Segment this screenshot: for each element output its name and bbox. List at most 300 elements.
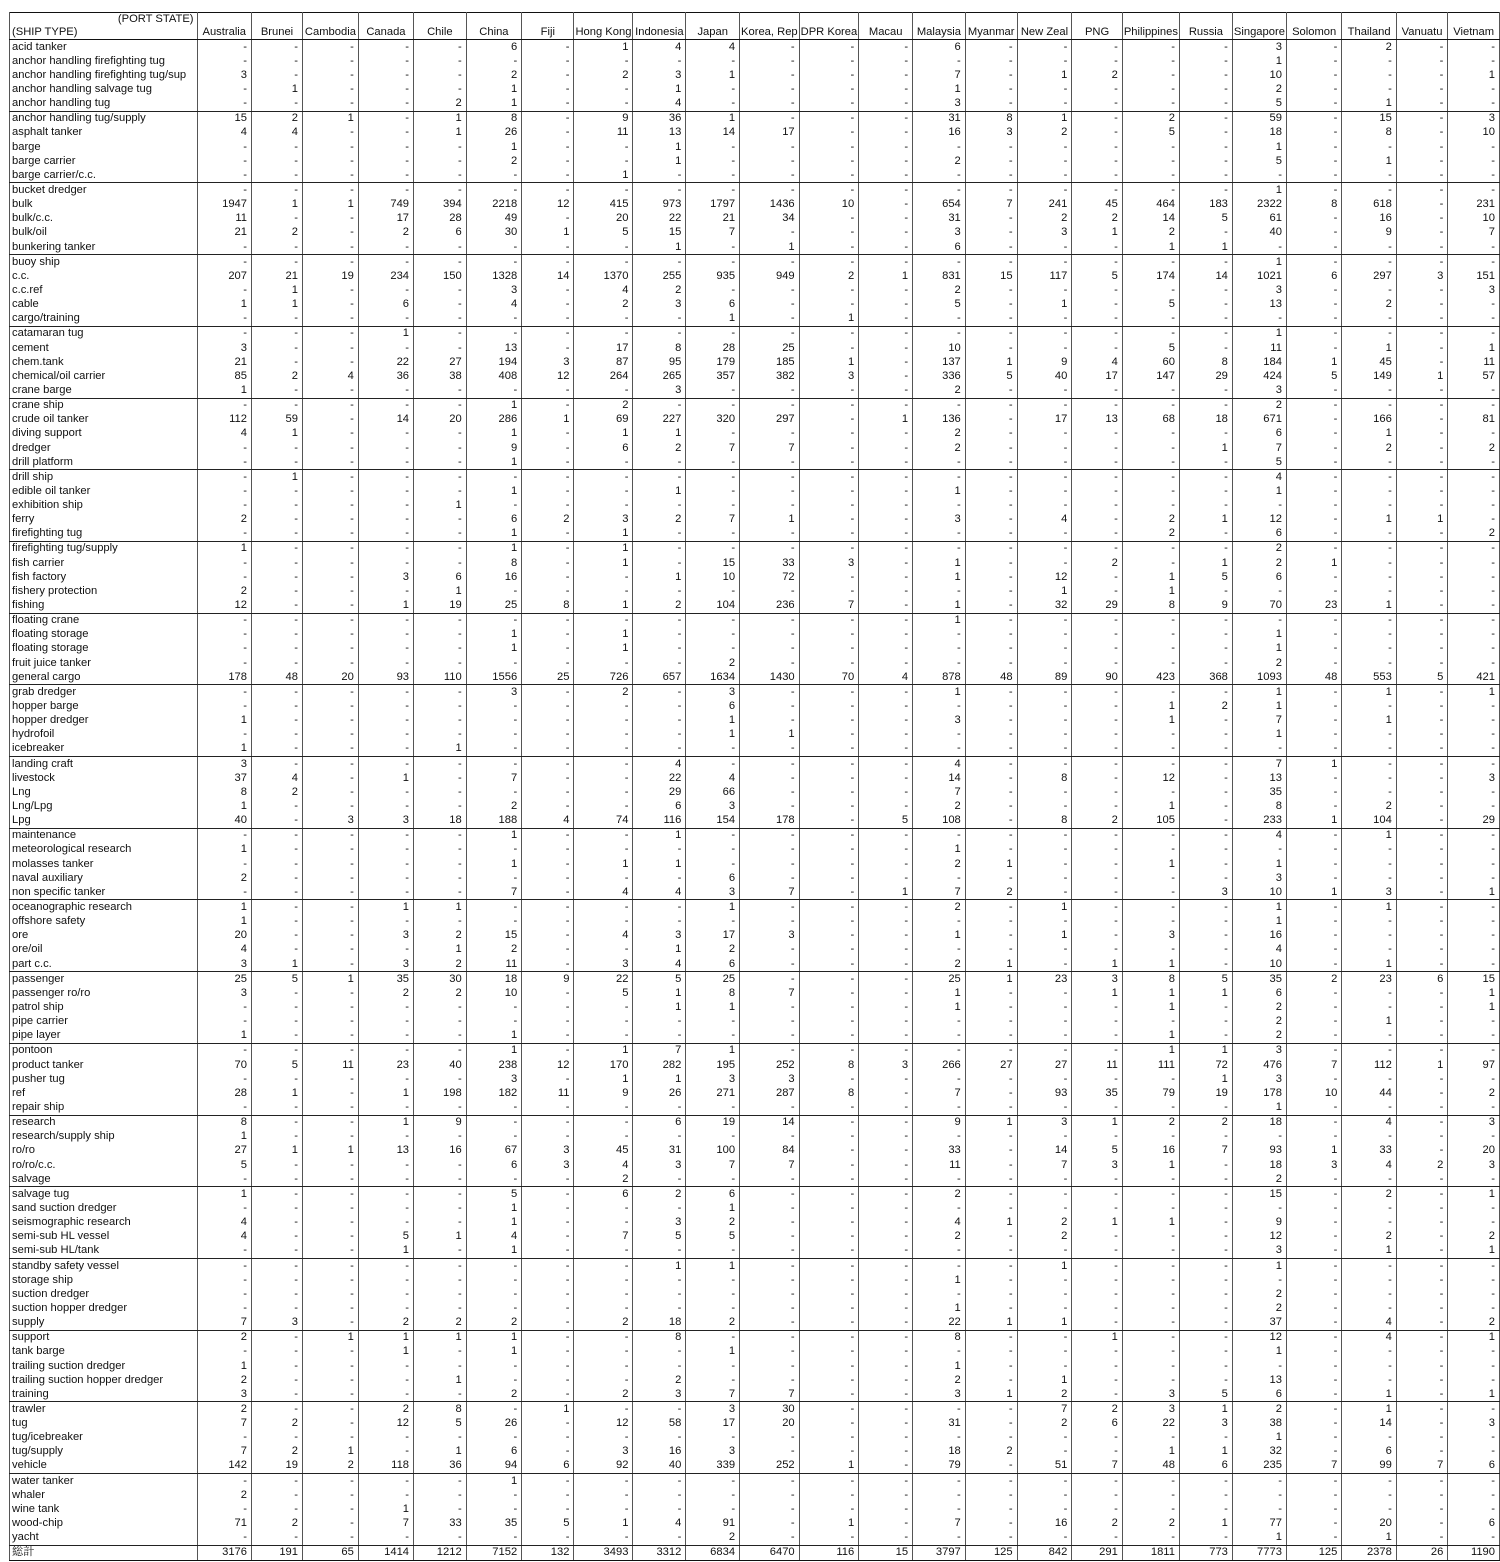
count-cell: 297: [740, 413, 800, 427]
count-cell: -: [1017, 484, 1072, 498]
count-cell: -: [859, 484, 913, 498]
count-cell: 25: [522, 670, 574, 685]
port-state-column-header: Vietnam: [1448, 13, 1500, 40]
count-cell: -: [799, 1330, 859, 1345]
table-row: [10, 383, 1500, 398]
count-cell: -: [1396, 1072, 1448, 1086]
count-cell: -: [1396, 40, 1448, 55]
count-cell: -: [799, 455, 859, 470]
count-cell: -: [633, 1301, 686, 1315]
count-cell: 7: [1232, 714, 1286, 728]
count-cell: -: [1072, 1474, 1123, 1489]
count-cell: -: [740, 541, 800, 556]
count-cell: 1: [965, 1216, 1017, 1230]
count-cell: 3: [1017, 1115, 1072, 1130]
count-cell: -: [1448, 1043, 1500, 1058]
count-cell: 3: [913, 1387, 966, 1402]
count-cell: -: [1448, 656, 1500, 670]
table-row: [10, 470, 1500, 485]
table-row: [10, 885, 1500, 900]
count-cell: 45: [574, 1144, 633, 1158]
count-cell: 14: [740, 1115, 800, 1130]
count-cell: -: [1396, 857, 1448, 871]
count-cell: 154: [686, 814, 740, 829]
table-row: [10, 1459, 1500, 1474]
table-row: [10, 943, 1500, 957]
count-cell: -: [965, 1158, 1017, 1172]
count-cell: -: [1179, 1244, 1232, 1259]
count-cell: -: [859, 40, 913, 55]
total-cell: 1414: [358, 1545, 413, 1560]
count-cell: -: [633, 1100, 686, 1115]
count-cell: -: [1448, 1015, 1500, 1029]
count-cell: 34: [740, 212, 800, 226]
count-cell: -: [1017, 1531, 1072, 1546]
count-cell: 67: [466, 1144, 522, 1158]
total-cell: 26: [1396, 1545, 1448, 1560]
count-cell: -: [522, 1330, 574, 1345]
count-cell: -: [252, 742, 303, 757]
count-cell: 2: [633, 598, 686, 613]
table-row: [10, 1216, 1500, 1230]
count-cell: -: [859, 470, 913, 485]
count-cell: -: [1072, 383, 1123, 398]
ship-type-cell: whaler: [10, 1488, 198, 1502]
count-cell: -: [1342, 255, 1396, 270]
count-cell: 14: [913, 771, 966, 785]
count-cell: 1: [1179, 1043, 1232, 1058]
count-cell: -: [302, 642, 358, 656]
count-cell: -: [302, 383, 358, 398]
count-cell: 84: [740, 1144, 800, 1158]
count-cell: 5: [686, 1230, 740, 1244]
count-cell: 2: [1342, 1230, 1396, 1244]
count-cell: -: [965, 427, 1017, 441]
count-cell: 231: [1448, 198, 1500, 212]
count-cell: -: [1122, 541, 1179, 556]
count-cell: -: [1396, 656, 1448, 670]
count-cell: 16: [913, 126, 966, 140]
count-cell: -: [252, 1258, 303, 1273]
count-cell: 7: [913, 1516, 966, 1530]
count-cell: -: [1342, 1216, 1396, 1230]
count-cell: 30: [466, 226, 522, 240]
count-cell: -: [965, 1201, 1017, 1215]
count-cell: -: [859, 1000, 913, 1014]
count-cell: 1: [633, 484, 686, 498]
count-cell: -: [859, 1516, 913, 1530]
count-cell: -: [740, 183, 800, 198]
count-cell: -: [859, 398, 913, 413]
count-cell: 287: [740, 1086, 800, 1100]
count-cell: -: [965, 757, 1017, 772]
ship-type-cell: floating storage: [10, 628, 198, 642]
count-cell: 22: [1122, 1417, 1179, 1431]
count-cell: -: [1232, 499, 1286, 513]
table-row: [10, 312, 1500, 327]
count-cell: 3: [1232, 1043, 1286, 1058]
count-cell: -: [252, 513, 303, 527]
count-cell: -: [1286, 470, 1341, 485]
count-cell: -: [1017, 499, 1072, 513]
count-cell: -: [633, 699, 686, 713]
count-cell: -: [1179, 283, 1232, 297]
count-cell: 150: [414, 269, 467, 283]
count-cell: -: [740, 771, 800, 785]
count-cell: -: [1286, 915, 1341, 929]
count-cell: 4: [574, 1158, 633, 1172]
count-cell: -: [1179, 255, 1232, 270]
ship-type-cell: naval auxiliary: [10, 871, 198, 885]
count-cell: -: [1017, 1244, 1072, 1259]
count-cell: 5: [252, 1058, 303, 1072]
count-cell: 1: [358, 771, 413, 785]
count-cell: -: [302, 986, 358, 1000]
count-cell: -: [197, 168, 251, 183]
count-cell: -: [1122, 628, 1179, 642]
count-cell: 4: [633, 40, 686, 55]
count-cell: -: [574, 843, 633, 857]
count-cell: 3: [1232, 1072, 1286, 1086]
count-cell: -: [1396, 355, 1448, 369]
count-cell: 7: [965, 198, 1017, 212]
count-cell: 1: [574, 541, 633, 556]
count-cell: -: [302, 1417, 358, 1431]
count-cell: -: [358, 656, 413, 670]
count-cell: -: [1448, 929, 1500, 943]
count-cell: -: [1072, 1230, 1123, 1244]
count-cell: 8: [466, 556, 522, 570]
count-cell: -: [574, 97, 633, 112]
count-cell: 3: [633, 68, 686, 82]
count-cell: 2: [1122, 226, 1179, 240]
count-cell: -: [1448, 240, 1500, 255]
count-cell: -: [1342, 1488, 1396, 1502]
count-cell: -: [913, 1431, 966, 1445]
count-cell: -: [1179, 97, 1232, 112]
count-cell: 3: [1342, 885, 1396, 900]
count-cell: -: [466, 785, 522, 799]
count-cell: -: [1286, 1330, 1341, 1345]
count-cell: -: [1342, 1373, 1396, 1387]
count-cell: -: [799, 1244, 859, 1259]
count-cell: -: [302, 1345, 358, 1359]
count-cell: -: [913, 1402, 966, 1417]
count-cell: 9: [1017, 355, 1072, 369]
count-cell: -: [1448, 82, 1500, 96]
count-cell: 1: [1122, 1029, 1179, 1044]
count-cell: -: [1396, 685, 1448, 700]
count-cell: 13: [1232, 298, 1286, 312]
table-row: [10, 1316, 1500, 1331]
port-state-column-header: Hong Kong: [574, 13, 633, 40]
count-cell: 7: [1072, 1459, 1123, 1474]
count-cell: -: [522, 799, 574, 813]
count-cell: -: [302, 68, 358, 82]
count-cell: -: [965, 499, 1017, 513]
count-cell: 1: [965, 972, 1017, 987]
count-cell: -: [358, 1043, 413, 1058]
count-cell: -: [799, 742, 859, 757]
count-cell: -: [799, 97, 859, 112]
count-cell: -: [1017, 255, 1072, 270]
count-cell: -: [799, 1144, 859, 1158]
count-cell: -: [1179, 1287, 1232, 1301]
count-cell: -: [859, 140, 913, 154]
count-cell: -: [358, 1373, 413, 1387]
count-cell: 2: [1342, 298, 1396, 312]
count-cell: -: [1448, 1531, 1500, 1546]
count-cell: 69: [574, 413, 633, 427]
count-cell: 1: [1122, 1000, 1179, 1014]
ship-type-cell: research: [10, 1115, 198, 1130]
count-cell: 6: [1232, 570, 1286, 584]
count-cell: -: [1179, 1130, 1232, 1144]
count-cell: -: [522, 1100, 574, 1115]
count-cell: 3: [686, 1445, 740, 1459]
count-cell: 1: [1342, 427, 1396, 441]
port-state-column-header: Brunei: [252, 13, 303, 40]
count-cell: 1: [574, 1516, 633, 1530]
count-cell: 3: [686, 1402, 740, 1417]
count-cell: -: [197, 1345, 251, 1359]
count-cell: -: [1286, 1474, 1341, 1489]
table-row: [10, 40, 1500, 55]
count-cell: -: [859, 455, 913, 470]
count-cell: -: [574, 1258, 633, 1273]
count-cell: -: [1179, 111, 1232, 126]
count-cell: 1: [965, 1115, 1017, 1130]
count-cell: -: [1179, 1201, 1232, 1215]
count-cell: -: [913, 255, 966, 270]
count-cell: -: [965, 1516, 1017, 1530]
count-cell: 1: [197, 843, 251, 857]
count-cell: -: [302, 584, 358, 598]
count-cell: -: [1179, 1330, 1232, 1345]
count-cell: -: [799, 1359, 859, 1373]
count-cell: 3: [1448, 1158, 1500, 1172]
count-cell: 2: [1072, 814, 1123, 829]
count-cell: 935: [686, 269, 740, 283]
count-cell: -: [302, 728, 358, 742]
count-cell: -: [252, 168, 303, 183]
ship-type-cell: firefighting tug/supply: [10, 541, 198, 556]
count-cell: -: [522, 943, 574, 957]
count-cell: -: [859, 742, 913, 757]
count-cell: -: [686, 1029, 740, 1044]
count-cell: -: [686, 183, 740, 198]
count-cell: -: [1072, 1445, 1123, 1459]
count-cell: 7: [197, 1417, 251, 1431]
count-cell: 3: [197, 1387, 251, 1402]
count-cell: -: [633, 1287, 686, 1301]
count-cell: -: [686, 383, 740, 398]
count-cell: -: [913, 1258, 966, 1273]
count-cell: -: [859, 541, 913, 556]
count-cell: -: [1396, 584, 1448, 598]
count-cell: 3: [252, 1316, 303, 1331]
count-cell: 3: [913, 226, 966, 240]
ship-type-by-port-state-table: [9, 12, 1500, 1561]
count-cell: -: [1448, 312, 1500, 327]
count-cell: -: [358, 1172, 413, 1187]
count-cell: 22: [633, 212, 686, 226]
count-cell: -: [302, 40, 358, 55]
count-cell: -: [302, 1158, 358, 1172]
count-cell: -: [358, 1201, 413, 1215]
count-cell: -: [302, 628, 358, 642]
count-cell: -: [1122, 1316, 1179, 1331]
count-cell: 17: [686, 1417, 740, 1431]
ship-type-cell: catamaran tug: [10, 326, 198, 341]
count-cell: -: [740, 326, 800, 341]
count-cell: -: [522, 843, 574, 857]
count-cell: -: [1342, 785, 1396, 799]
count-cell: -: [302, 598, 358, 613]
count-cell: -: [740, 398, 800, 413]
count-cell: 1: [859, 269, 913, 283]
count-cell: -: [740, 484, 800, 498]
table-row: [10, 628, 1500, 642]
count-cell: -: [1396, 828, 1448, 843]
count-cell: -: [859, 1417, 913, 1431]
count-cell: -: [965, 1373, 1017, 1387]
count-cell: -: [1122, 312, 1179, 327]
count-cell: 26: [633, 1086, 686, 1100]
count-cell: -: [1396, 341, 1448, 355]
count-cell: 33: [913, 1144, 966, 1158]
count-cell: 2: [358, 1316, 413, 1331]
count-cell: -: [1017, 1488, 1072, 1502]
count-cell: -: [252, 1100, 303, 1115]
count-cell: -: [1072, 1043, 1123, 1058]
count-cell: 4: [1342, 1115, 1396, 1130]
count-cell: -: [1342, 1258, 1396, 1273]
count-cell: 179: [686, 355, 740, 369]
count-cell: -: [302, 168, 358, 183]
count-cell: -: [1017, 1330, 1072, 1345]
count-cell: -: [1286, 714, 1341, 728]
count-cell: 9: [1342, 226, 1396, 240]
count-cell: -: [522, 283, 574, 297]
count-cell: -: [358, 1488, 413, 1502]
count-cell: 1: [358, 1086, 413, 1100]
count-cell: -: [633, 168, 686, 183]
count-cell: 464: [1122, 198, 1179, 212]
count-cell: -: [799, 1301, 859, 1315]
count-cell: 3: [466, 283, 522, 297]
count-cell: -: [1448, 785, 1500, 799]
count-cell: -: [302, 1086, 358, 1100]
table-row: [10, 326, 1500, 341]
count-cell: 1: [913, 484, 966, 498]
count-cell: 72: [740, 570, 800, 584]
count-cell: -: [1017, 341, 1072, 355]
count-cell: -: [799, 685, 859, 700]
count-cell: 16: [1232, 929, 1286, 943]
count-cell: 21: [197, 355, 251, 369]
count-cell: 14: [358, 413, 413, 427]
count-cell: -: [252, 714, 303, 728]
count-cell: 10: [1448, 126, 1500, 140]
count-cell: -: [414, 1431, 467, 1445]
count-cell: -: [197, 857, 251, 871]
count-cell: -: [859, 154, 913, 168]
count-cell: -: [1179, 1316, 1232, 1331]
count-cell: -: [1342, 1130, 1396, 1144]
count-cell: 1: [574, 598, 633, 613]
table-row: [10, 857, 1500, 871]
count-cell: -: [1072, 470, 1123, 485]
count-cell: -: [913, 1072, 966, 1086]
count-cell: -: [466, 1488, 522, 1502]
count-cell: -: [1072, 1287, 1123, 1301]
count-cell: 8: [1342, 126, 1396, 140]
count-cell: -: [859, 1431, 913, 1445]
count-cell: -: [799, 656, 859, 670]
count-cell: -: [302, 843, 358, 857]
count-cell: 94: [466, 1459, 522, 1474]
count-cell: -: [302, 470, 358, 485]
count-cell: -: [1017, 1015, 1072, 1029]
count-cell: 2: [1232, 1015, 1286, 1029]
count-cell: 13: [1232, 1373, 1286, 1387]
count-cell: -: [1072, 183, 1123, 198]
count-cell: 13: [358, 1144, 413, 1158]
count-cell: 3: [358, 929, 413, 943]
count-cell: 1: [302, 1330, 358, 1345]
count-cell: 48: [1286, 670, 1341, 685]
count-cell: -: [1017, 1301, 1072, 1315]
count-cell: -: [302, 240, 358, 255]
count-cell: -: [859, 198, 913, 212]
count-cell: -: [252, 1431, 303, 1445]
count-cell: -: [1448, 857, 1500, 871]
count-cell: -: [799, 441, 859, 455]
count-cell: -: [1286, 226, 1341, 240]
count-cell: 1: [302, 111, 358, 126]
count-cell: -: [522, 728, 574, 742]
count-cell: 4: [574, 283, 633, 297]
count-cell: -: [913, 1345, 966, 1359]
count-cell: -: [522, 1187, 574, 1202]
count-cell: 2: [1017, 1230, 1072, 1244]
count-cell: -: [1122, 1287, 1179, 1301]
count-cell: 2: [574, 685, 633, 700]
count-cell: -: [1072, 915, 1123, 929]
count-cell: 1: [1232, 255, 1286, 270]
count-cell: 8: [197, 1115, 251, 1130]
count-cell: -: [740, 642, 800, 656]
count-cell: -: [740, 1287, 800, 1301]
count-cell: -: [859, 1502, 913, 1516]
ship-type-cell: suction dredger: [10, 1287, 198, 1301]
count-cell: 2: [1232, 1287, 1286, 1301]
count-cell: 3: [466, 1072, 522, 1086]
count-cell: -: [302, 871, 358, 885]
count-cell: 3: [1232, 383, 1286, 398]
count-cell: -: [799, 986, 859, 1000]
count-cell: -: [414, 1029, 467, 1044]
count-cell: 2: [466, 1316, 522, 1331]
count-cell: 5: [1122, 341, 1179, 355]
count-cell: -: [466, 656, 522, 670]
count-cell: -: [358, 97, 413, 112]
ship-type-cell: chemical/oil carrier: [10, 369, 198, 383]
count-cell: -: [965, 1043, 1017, 1058]
count-cell: -: [965, 1187, 1017, 1202]
count-cell: 2: [1232, 1172, 1286, 1187]
